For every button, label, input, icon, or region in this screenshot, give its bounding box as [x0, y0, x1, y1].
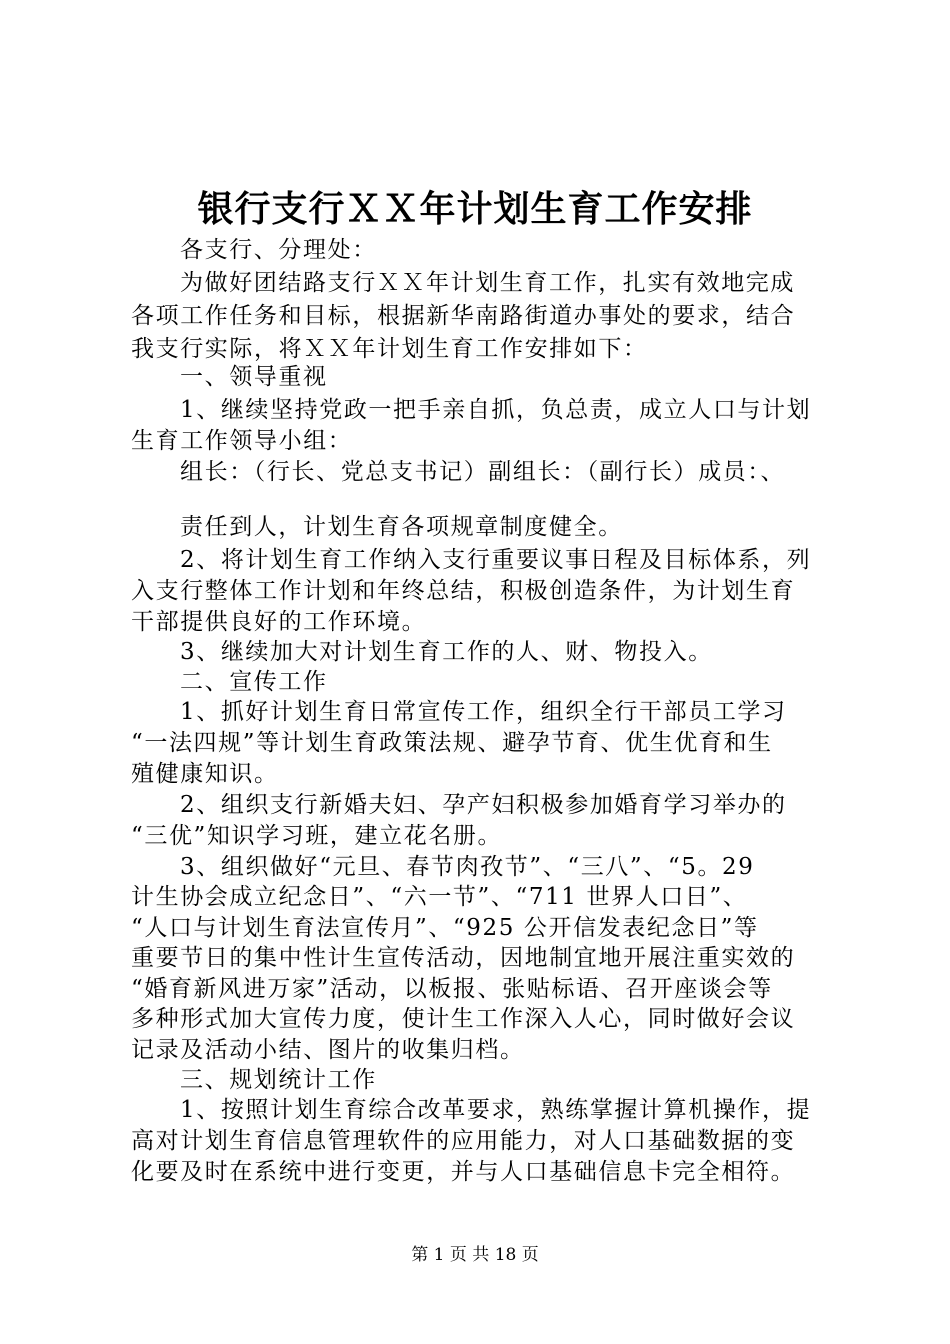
- text-line: 计生协会成立纪念日”、“六一节”、“711 世界人口日”、: [131, 884, 748, 910]
- section-heading: 一、领导重视: [180, 364, 328, 390]
- text-line: 殖健康知识。: [131, 761, 279, 787]
- text-line: 3、继续加大对计划生育工作的人、财、物投入。: [180, 639, 713, 665]
- text-line: 责任到人，计划生育各项规章制度健全。: [180, 514, 623, 540]
- text-line: 生育工作领导小组：: [131, 428, 353, 454]
- section-heading: 三、规划统计工作: [180, 1067, 377, 1093]
- text-line: 多种形式加大宣传力度，使计生工作深入人心，同时做好会议: [131, 1006, 796, 1032]
- text-line: 重要节日的集中性计生宣传活动，因地制宜地开展注重实效的: [131, 945, 796, 971]
- text-line: 各项工作任务和目标，根据新华南路街道办事处的要求，结合: [131, 303, 796, 329]
- text-line: 1、按照计划生育综合改革要求，熟练掌握计算机操作，提: [180, 1097, 812, 1123]
- text-line: “一法四规”等计划生育政策法规、避孕节育、优生优育和生: [131, 730, 773, 756]
- text-line: “人口与计划生育法宣传月”、“925 公开信发表纪念日”等: [131, 915, 759, 941]
- text-line: 组长：（行长、党总支书记）副组长：（副行长）成员：、: [180, 459, 786, 485]
- section-heading: 二、宣传工作: [180, 669, 328, 695]
- text-line: 化要及时在系统中进行变更，并与人口基础信息卡完全相符。: [131, 1159, 796, 1185]
- text-line: 记录及活动小结、图片的收集归档。: [131, 1037, 525, 1063]
- text-line: 2、将计划生育工作纳入支行重要议事日程及目标体系，列: [180, 547, 812, 573]
- page-number: 第 1 页 共 18 页: [411, 1245, 539, 1265]
- text-line: 我支行实际，将ＸＸ年计划生育工作安排如下：: [131, 336, 648, 362]
- document-title: 银行支行ＸＸ年计划生育工作安排: [197, 188, 753, 230]
- text-line: 1、继续坚持党政一把手亲自抓，负总责，成立人口与计划: [180, 397, 812, 423]
- text-line: “三优”知识学习班，建立花名册。: [131, 823, 503, 849]
- text-line: 干部提供良好的工作环境。: [131, 609, 427, 635]
- text-line: 3、组织做好“元旦、春节肉孜节”、“三八”、“5。29: [180, 854, 755, 880]
- text-line: 2、组织支行新婚夫妇、孕产妇积极参加婚育学习举办的: [180, 792, 787, 818]
- text-line: “婚育新风进万家”活动，以板报、张贴标语、召开座谈会等: [131, 976, 773, 1002]
- text-line: 高对计划生育信息管理软件的应用能力，对人口基础数据的变: [131, 1128, 796, 1154]
- text-line-salutation: 各支行、分理处：: [180, 237, 377, 263]
- text-line: 1、抓好计划生育日常宣传工作，组织全行干部员工学习: [180, 699, 787, 725]
- text-line: 入支行整体工作计划和年终总结，积极创造条件，为计划生育: [131, 578, 796, 604]
- text-line: 为做好团结路支行ＸＸ年计划生育工作，扎实有效地完成: [180, 270, 795, 296]
